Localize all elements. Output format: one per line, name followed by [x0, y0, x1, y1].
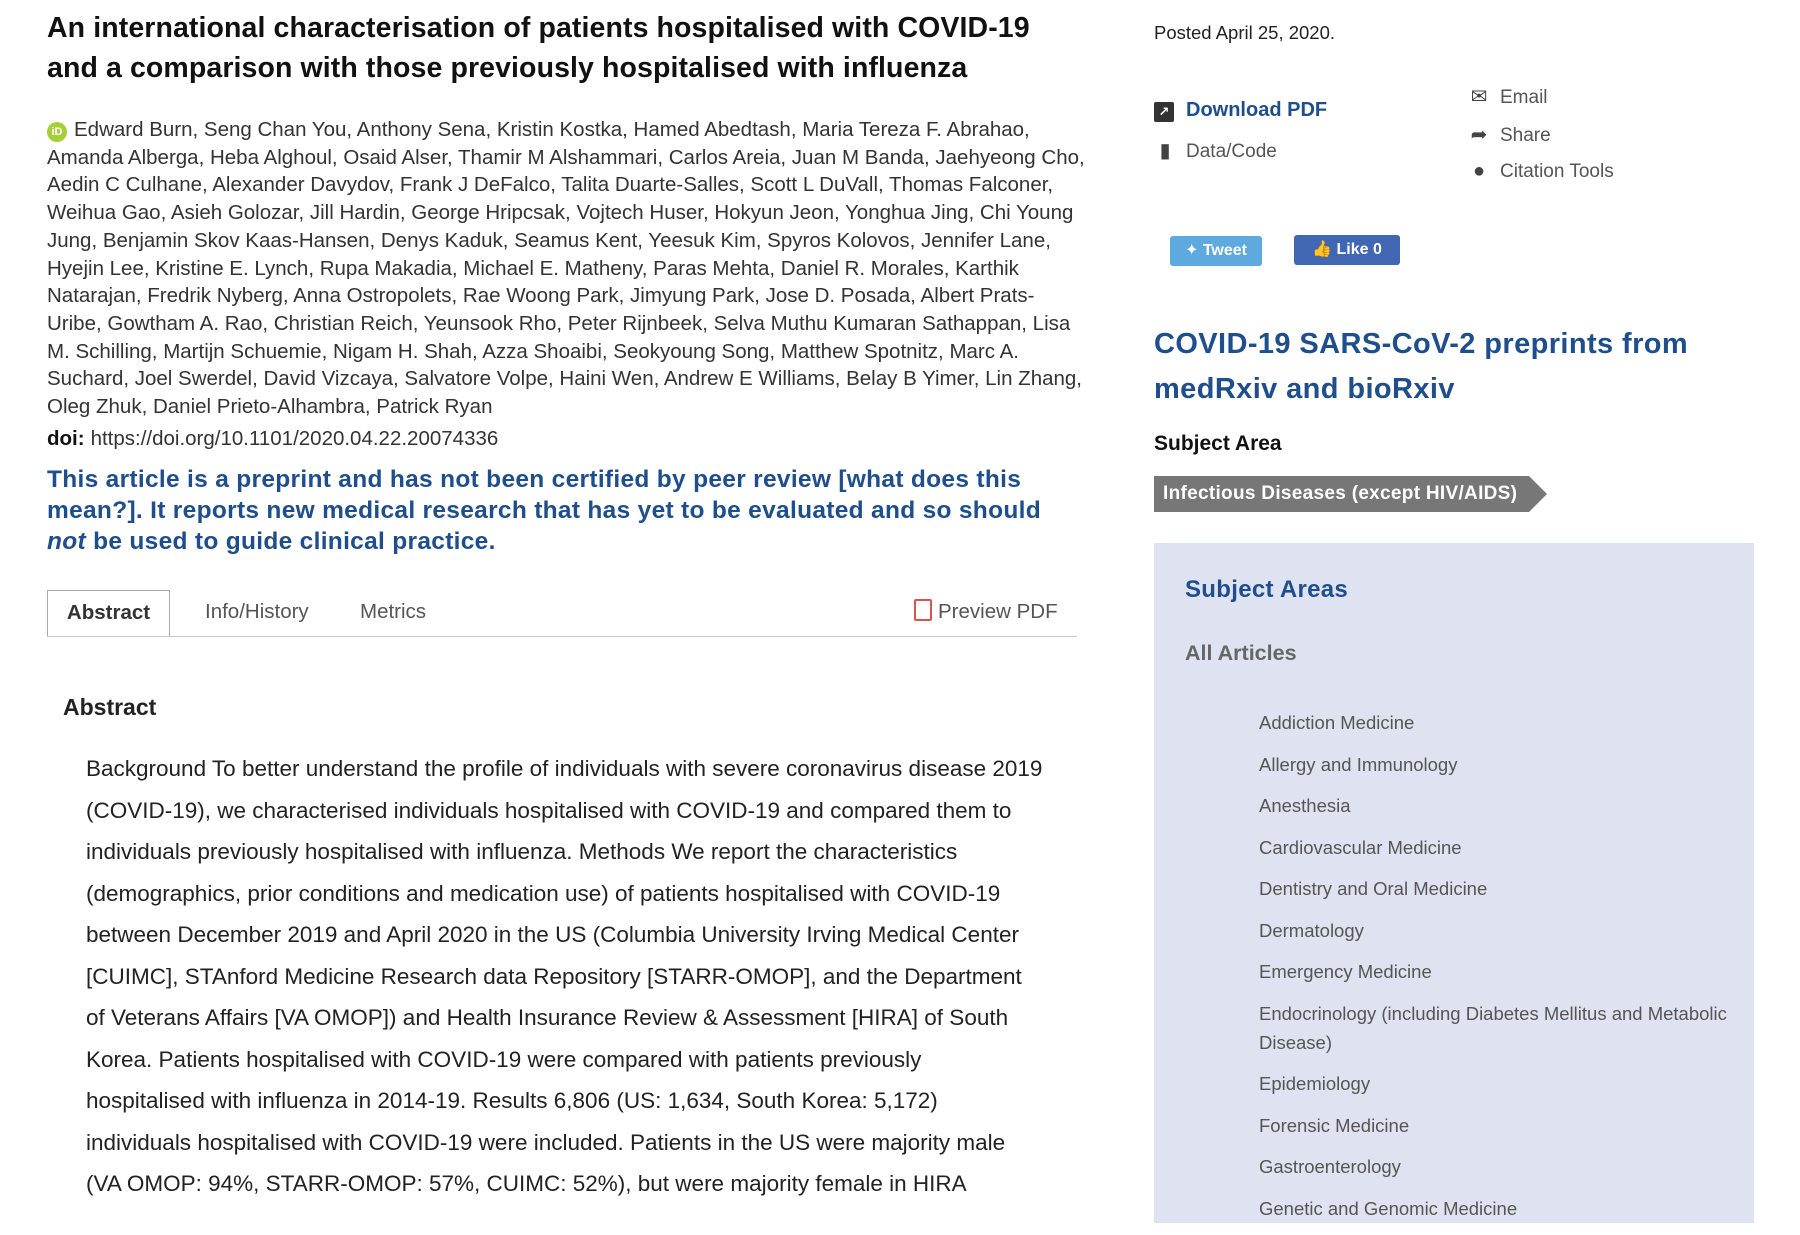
pdf-icon — [914, 599, 932, 621]
subject-tag[interactable]: Infectious Diseases (except HIV/AIDS) — [1154, 476, 1529, 512]
covid-collection-link[interactable]: COVID-19 SARS-CoV-2 preprints from medRxiv and bioRxiv — [1154, 328, 1689, 405]
citation-tools-label: Citation Tools — [1500, 161, 1614, 182]
like-button[interactable] — [1294, 235, 1400, 265]
article-tabs — [47, 590, 1077, 637]
article-title: An international characterisation of patients hospitalised with COVID-19 and a comparison with those previously hospitalised with influenza — [47, 12, 1030, 84]
data-code-link[interactable] — [1154, 138, 1277, 163]
doi-label: doi: — [47, 426, 85, 450]
doi-line — [47, 427, 1087, 451]
preprint-notice — [47, 464, 1087, 557]
preprint-notice-part2: be used to guide clinical practice. — [86, 527, 496, 555]
subject-item[interactable]: Anesthesia — [1259, 795, 1351, 816]
subject-area-label: Subject Area — [1154, 432, 1282, 455]
share-arrow-icon: ➦ — [1470, 124, 1488, 146]
preprint-notice-not: not — [47, 527, 86, 555]
download-pdf-label: Download PDF — [1186, 99, 1328, 121]
subject-item[interactable]: Gastroenterology — [1259, 1156, 1401, 1177]
subject-item[interactable]: Forensic Medicine — [1259, 1114, 1410, 1136]
orcid-icon[interactable]: iD — [47, 122, 67, 142]
citation-tools-link[interactable] — [1468, 160, 1614, 183]
preprint-notice-part1[interactable]: This article is a preprint and has not been certified by peer review [what does this mean?]. It reports new medical research that has yet to be evaluated and so should — [47, 465, 1041, 524]
author-list — [47, 116, 1087, 421]
subject-item[interactable]: Dermatology — [1259, 919, 1364, 941]
tweet-label: Tweet — [1202, 242, 1247, 259]
abstract-body: Background To better understand the profile of individuals with severe coronavirus disease 2019 (COVID-19), we characterised individuals hospitalised with COVID-19 and compared them to individuals previously hospitalised with influenza. Methods We report the characteristics (demographics, prior conditions and medication use) of patients hospitalised with COVID-19 between December 2019 and April 2020 in the US (Columbia University Irving Medical Center [CUIMC], STAnford Medicine Research data Repository [STARR-OMOP], and the Department of Veterans Affairs [VA OMOP]) and Health Insurance Review & Assessment [HIRA] of South Korea. Patients hospitalised with COVID-19 were compared with patients previously hospitalised with influenza in 2014-19. Results 6,806 (US: 1,634, South Korea: 5,172) individuals hospitalised with COVID-19 were included. Patients in the US were majority male (VA OMOP: 94%, STARR-OMOP: 57%, CUIMC: 52%), but were majority female in HIRA — [86, 756, 1043, 1196]
all-articles-link[interactable]: All Articles — [1185, 641, 1297, 665]
article-main — [47, 0, 1087, 1196]
subject-areas-title: Subject Areas — [1185, 576, 1349, 603]
tab-info-history[interactable]: Info/History — [205, 600, 309, 623]
subject-item[interactable]: Dentistry and Oral Medicine — [1259, 878, 1488, 899]
subject-item[interactable]: Emergency Medicine — [1259, 961, 1432, 982]
globe-icon: ● — [1472, 160, 1486, 182]
subject-areas-panel — [1154, 543, 1754, 1223]
envelope-icon: ✉ — [1470, 86, 1488, 108]
subject-item[interactable]: Epidemiology — [1259, 1073, 1371, 1094]
preview-pdf-label: Preview PDF — [938, 600, 1058, 623]
abstract-heading: Abstract — [63, 694, 157, 720]
subject-item[interactable]: Endocrinology (including Diabetes Mellitus and Metabolic Disease) — [1259, 1002, 1727, 1053]
tab-abstract[interactable]: Abstract — [47, 590, 170, 636]
subject-item[interactable]: Addiction Medicine — [1259, 712, 1415, 733]
thumbs-up-icon: 👍 — [1312, 241, 1337, 258]
like-label: Like 0 — [1336, 241, 1382, 258]
subject-item[interactable]: Cardiovascular Medicine — [1259, 836, 1462, 858]
share-link[interactable] — [1468, 122, 1551, 147]
subject-list — [1259, 708, 1739, 1235]
email-label: Email — [1500, 87, 1548, 108]
tweet-button[interactable] — [1170, 236, 1262, 266]
download-pdf-button[interactable] — [1154, 99, 1327, 122]
download-icon: ↗ — [1154, 102, 1174, 122]
share-label: Share — [1500, 125, 1551, 146]
subject-item[interactable]: Allergy and Immunology — [1259, 753, 1458, 775]
data-code-label: Data/Code — [1186, 141, 1277, 162]
subject-item[interactable]: Genetic and Genomic Medicine — [1259, 1197, 1518, 1219]
authors-text[interactable]: Edward Burn, Seng Chan You, Anthony Sena, Kristin Kostka, Hamed Abedtash, Maria Tereza F. Abrahao, Amanda Alberga, Heba Alghoul, Osaid Alser, Thamir M Alshammari, Carlos Areia, Juan M Banda, Jaehyeong Cho, Aedin C Culhane, Alexander Davydov, Frank J DeFalco, Talita Duarte-Salles, Scott L DuVall, Thomas Falconer, Weihua Gao, Asieh Golozar, Jill Hardin, George Hripcsak, Vojtech Huser, Hokyun Jeon, Yonghua Jing, Chi Young Jung, Benjamin Skov Kaas-Hansen, Denys Kaduk, Seamus Kent, Yeesuk Kim, Spyros Kolovos, Jennifer Lane, Hyejin Lee, Kristine E. Lynch, Rupa Makadia, Michael E. Matheny, Paras Mehta, Daniel R. Morales, Karthik Natarajan, Fredrik Nyberg, Anna Ostropolets, Rae Woong Park, Jimyung Park, Jose D. Posada, Albert Prats-Uribe, Gowtham A. Rao, Christian Reich, Yeunsook Rho, Peter Rijnbeek, Selva Muthu Kumaran Sathappan, Lisa M. Schilling, Martijn Schuemie, Nigam H. Shah, Azza Shoaibi, Seokyoung Song, Matthew Spotnitz, Marc A. Suchard, Joel Swerdel, David Vizcaya, Salvatore Volpe, Haini Wen, Andrew E Williams, Belay B Yimer, Lin Zhang, Oleg Zhuk, Daniel Prieto-Alhambra, Patrick Ryan — [47, 118, 1085, 419]
bird-icon: ✦ — [1184, 242, 1203, 259]
doi-link[interactable]: https://doi.org/10.1101/2020.04.22.20074336 — [90, 426, 499, 450]
posted-date: Posted April 25, 2020. — [1154, 22, 1336, 43]
preview-pdf-link[interactable] — [914, 590, 1058, 634]
tab-metrics[interactable]: Metrics — [360, 600, 427, 623]
document-icon: ▮ — [1159, 140, 1171, 162]
email-link[interactable] — [1468, 84, 1548, 109]
